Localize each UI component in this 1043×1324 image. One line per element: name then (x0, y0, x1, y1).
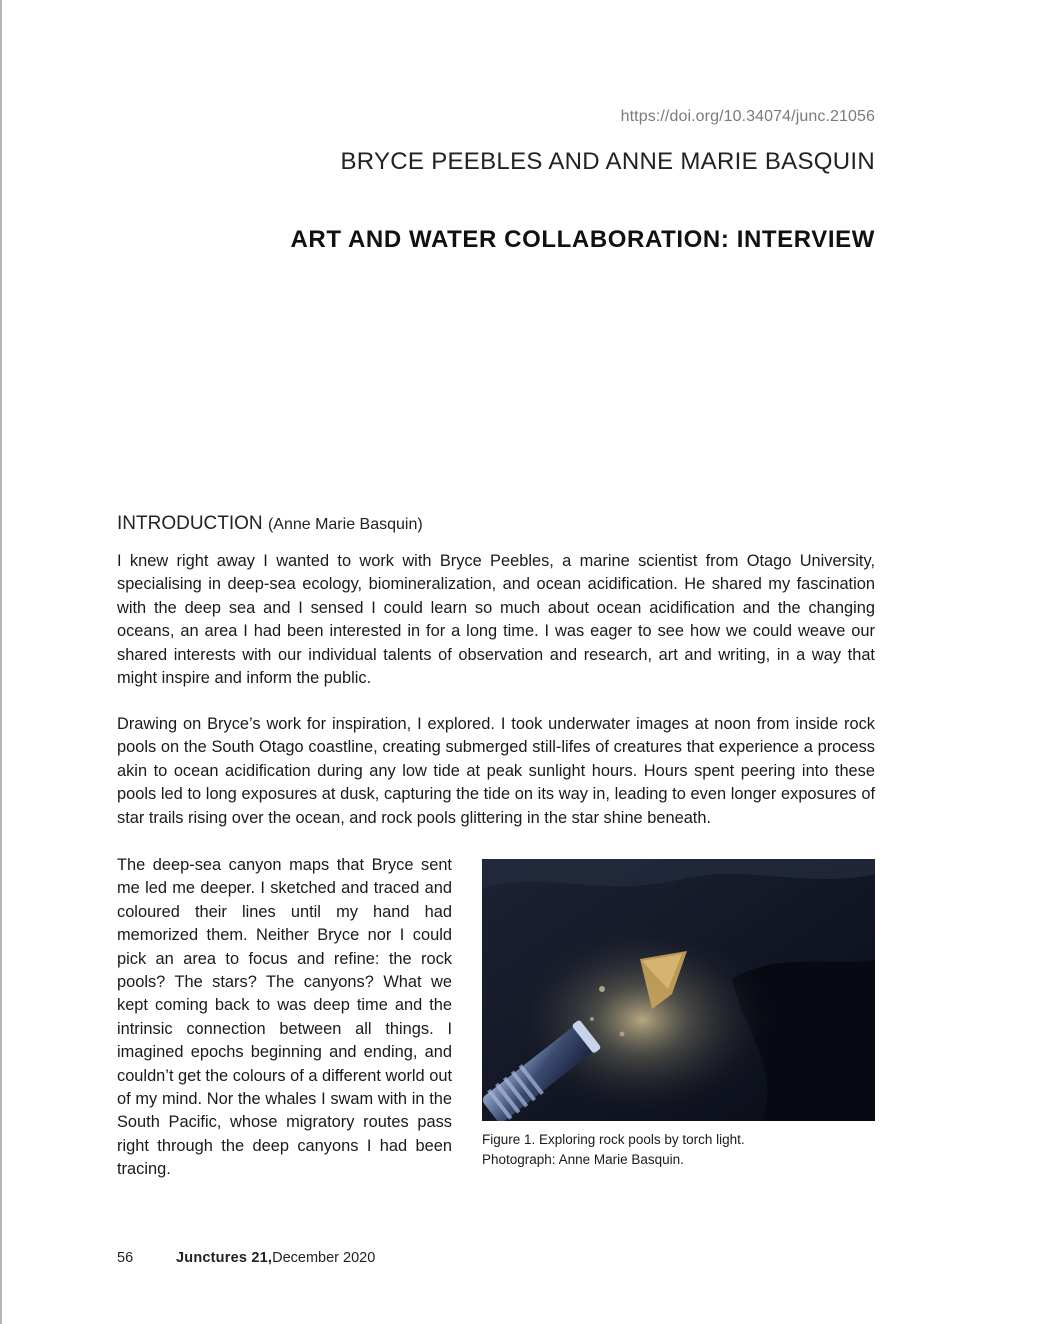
figure-rock-pool-photo (482, 859, 875, 1121)
page-number: 56 (117, 1250, 134, 1266)
journal-info (176, 1250, 375, 1266)
rock-pool-torch-photo (482, 859, 875, 1121)
figure-caption-line-1: Figure 1. Exploring rock pools by torch light. (482, 1132, 745, 1147)
journal-name: Junctures 21, (176, 1250, 273, 1266)
article-title: ART AND WATER COLLABORATION: INTERVIEW (290, 226, 875, 253)
figure-caption-line-2: Photograph: Anne Marie Basquin. (482, 1152, 684, 1167)
paragraph-intro-3: The deep-sea canyon maps that Bryce sent me led me deeper. I sketched and traced and coloured their lines until my hand had memorized them. Neither Bryce nor I could pick an area to focus and refine: the rock pools? The stars? The canyons? What we kept coming back to was deep time and the intrinsic connection between all things. I imagined epochs beginning and ending, and couldn’t get the colours of a different world out of my mind. Nor the whales I swam with in the South Pacific, whose migratory routes pass right through the deep canyons I had been tracing. (117, 856, 452, 1179)
section-attribution: (Anne Marie Basquin) (267, 516, 423, 533)
article-authors: BRYCE PEEBLES AND ANNE MARIE BASQUIN (340, 148, 875, 175)
paragraph-intro-2: Drawing on Bryce’s work for inspiration, I explored. I took underwater images at noon from inside rock pools on the South Otago coastline, creating submerged still-lifes of creatures that experience a process akin to ocean acidification during any low tide at peak sunlight hours. Hours spent peering into these pools led to long exposures at dusk, capturing the tide on its way in, leading to even longer exposures of star trails rising over the ocean, and rock pools glittering in the star shine beneath. (117, 715, 875, 827)
issue-date: December 2020 (272, 1250, 376, 1266)
figure-caption (482, 1130, 875, 1170)
section-heading (117, 513, 423, 535)
doi-link[interactable]: https://doi.org/10.34074/junc.21056 (620, 108, 875, 125)
paragraph-intro-1: I knew right away I wanted to work with Bryce Peebles, a marine scientist from Otago University, specialising in deep-sea ecology, biomineralization, and ocean acidification. He shared my fascination with the deep sea and I sensed I could learn so much about ocean acidification and the changing oceans, an area I had been interested in for a long time. I was eager to see how we could weave our shared interests with our individual talents of observation and research, art and writing, in a way that might inspire and inform the public. (117, 552, 875, 688)
page-edge (0, 0, 2, 1324)
section-heading-label: INTRODUCTION (117, 513, 263, 534)
